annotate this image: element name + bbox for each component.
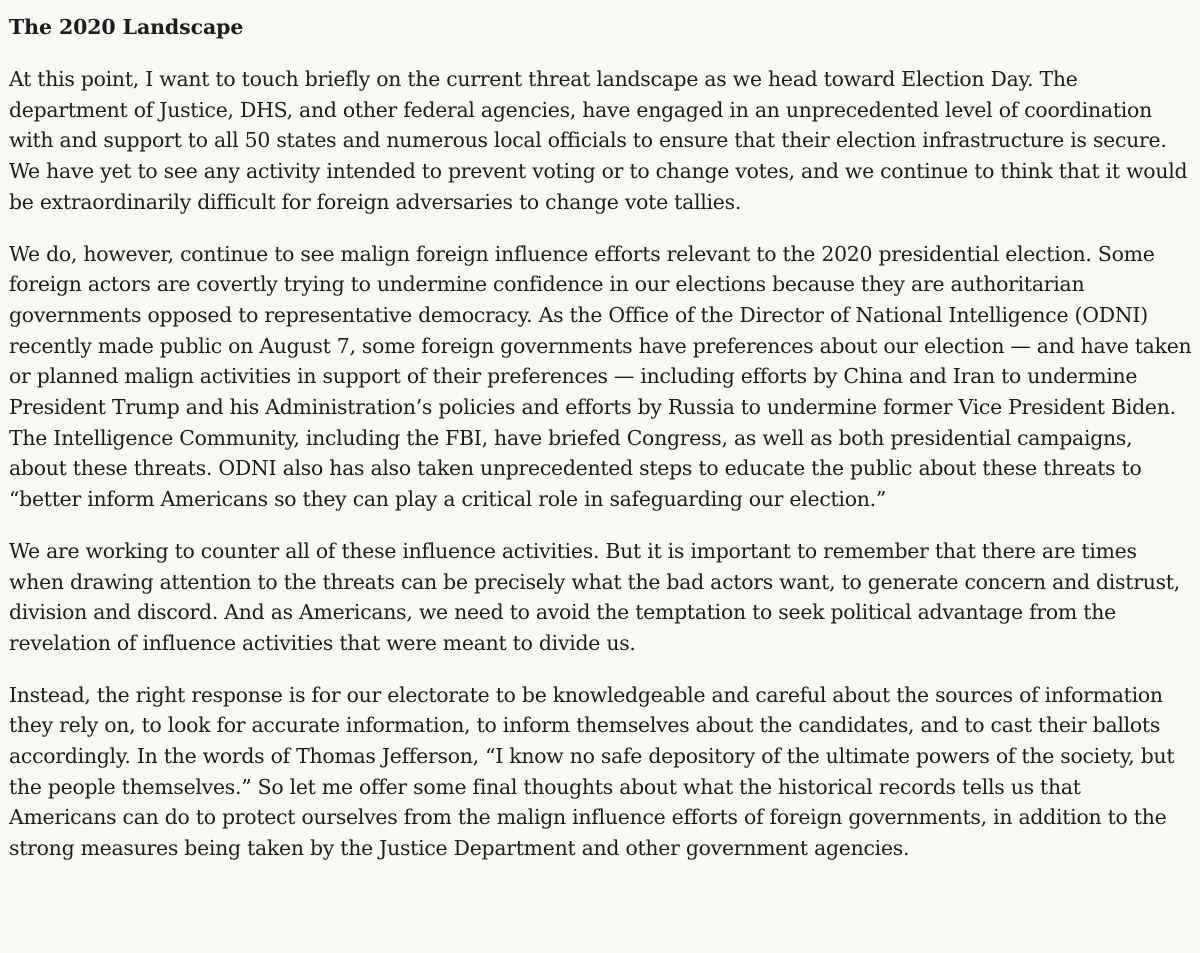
paragraph-right-response: Instead, the right response is for our electorate to be knowledgeable and careful about the sources of information they rely on, to look for accurate information, to inform themselves about the candidates, and to cast their ballots accordingly. In the words of Thomas Jefferson, “I know no safe depository of the ultimate powers of the society, but the people themselves.” So let me offer some final thoughts about what the historical records tells us that Americans can do to protect ourselves from the malign influence efforts of foreign governments, in addition to the strong measures being taken by the Justice Department and other government agencies. bbox=[9, 682, 1175, 861]
paragraph-threat-landscape: At this point, I want to touch briefly on the current threat landscape as we head toward Election Day. The department of Justice, DHS, and other federal agencies, have engaged in an unprecedented level of coordination with and support to all 50 states and numerous local officials to ensure that their election infrastructure is secure. We have yet to see any activity intended to prevent voting or to change votes, and we continue to think that it would be extraordinarily difficult for foreign adversaries to change vote tallies. bbox=[9, 67, 1188, 214]
paragraph-countering-influence: We are working to counter all of these influence activities. But it is important to remember that there are times when drawing attention to the threats can be precisely what the bad actors want, to generate concern and distrust, division and discord. And as Americans, we need to avoid the temptation to seek political advantage from the revelation of influence activities that were meant to divide us. bbox=[9, 538, 1180, 655]
section-heading: The 2020 Landscape bbox=[9, 15, 244, 39]
paragraph-foreign-influence: We do, however, continue to see malign foreign influence efforts relevant to the 2020 presidential election. Some foreign actors are covertly trying to undermine confidence in our elections because they are authoritarian governments opposed to representative democracy. As the Office of the Director of National Intelligence (ODNI) recently made public on August 7, some foreign governments have preferences about our election — and have taken or planned malign activities in support of their preferences — including efforts by China and Iran to undermine President Trump and his Administration’s policies and efforts by Russia to undermine former Vice President Biden. The Intelligence Community, including the FBI, have briefed Congress, as well as both presidential campaigns, about these threats. ODNI also has also taken unprecedented steps to educate the public about these threats to “better inform Americans so they can play a critical role in safeguarding our election.” bbox=[9, 241, 1192, 512]
